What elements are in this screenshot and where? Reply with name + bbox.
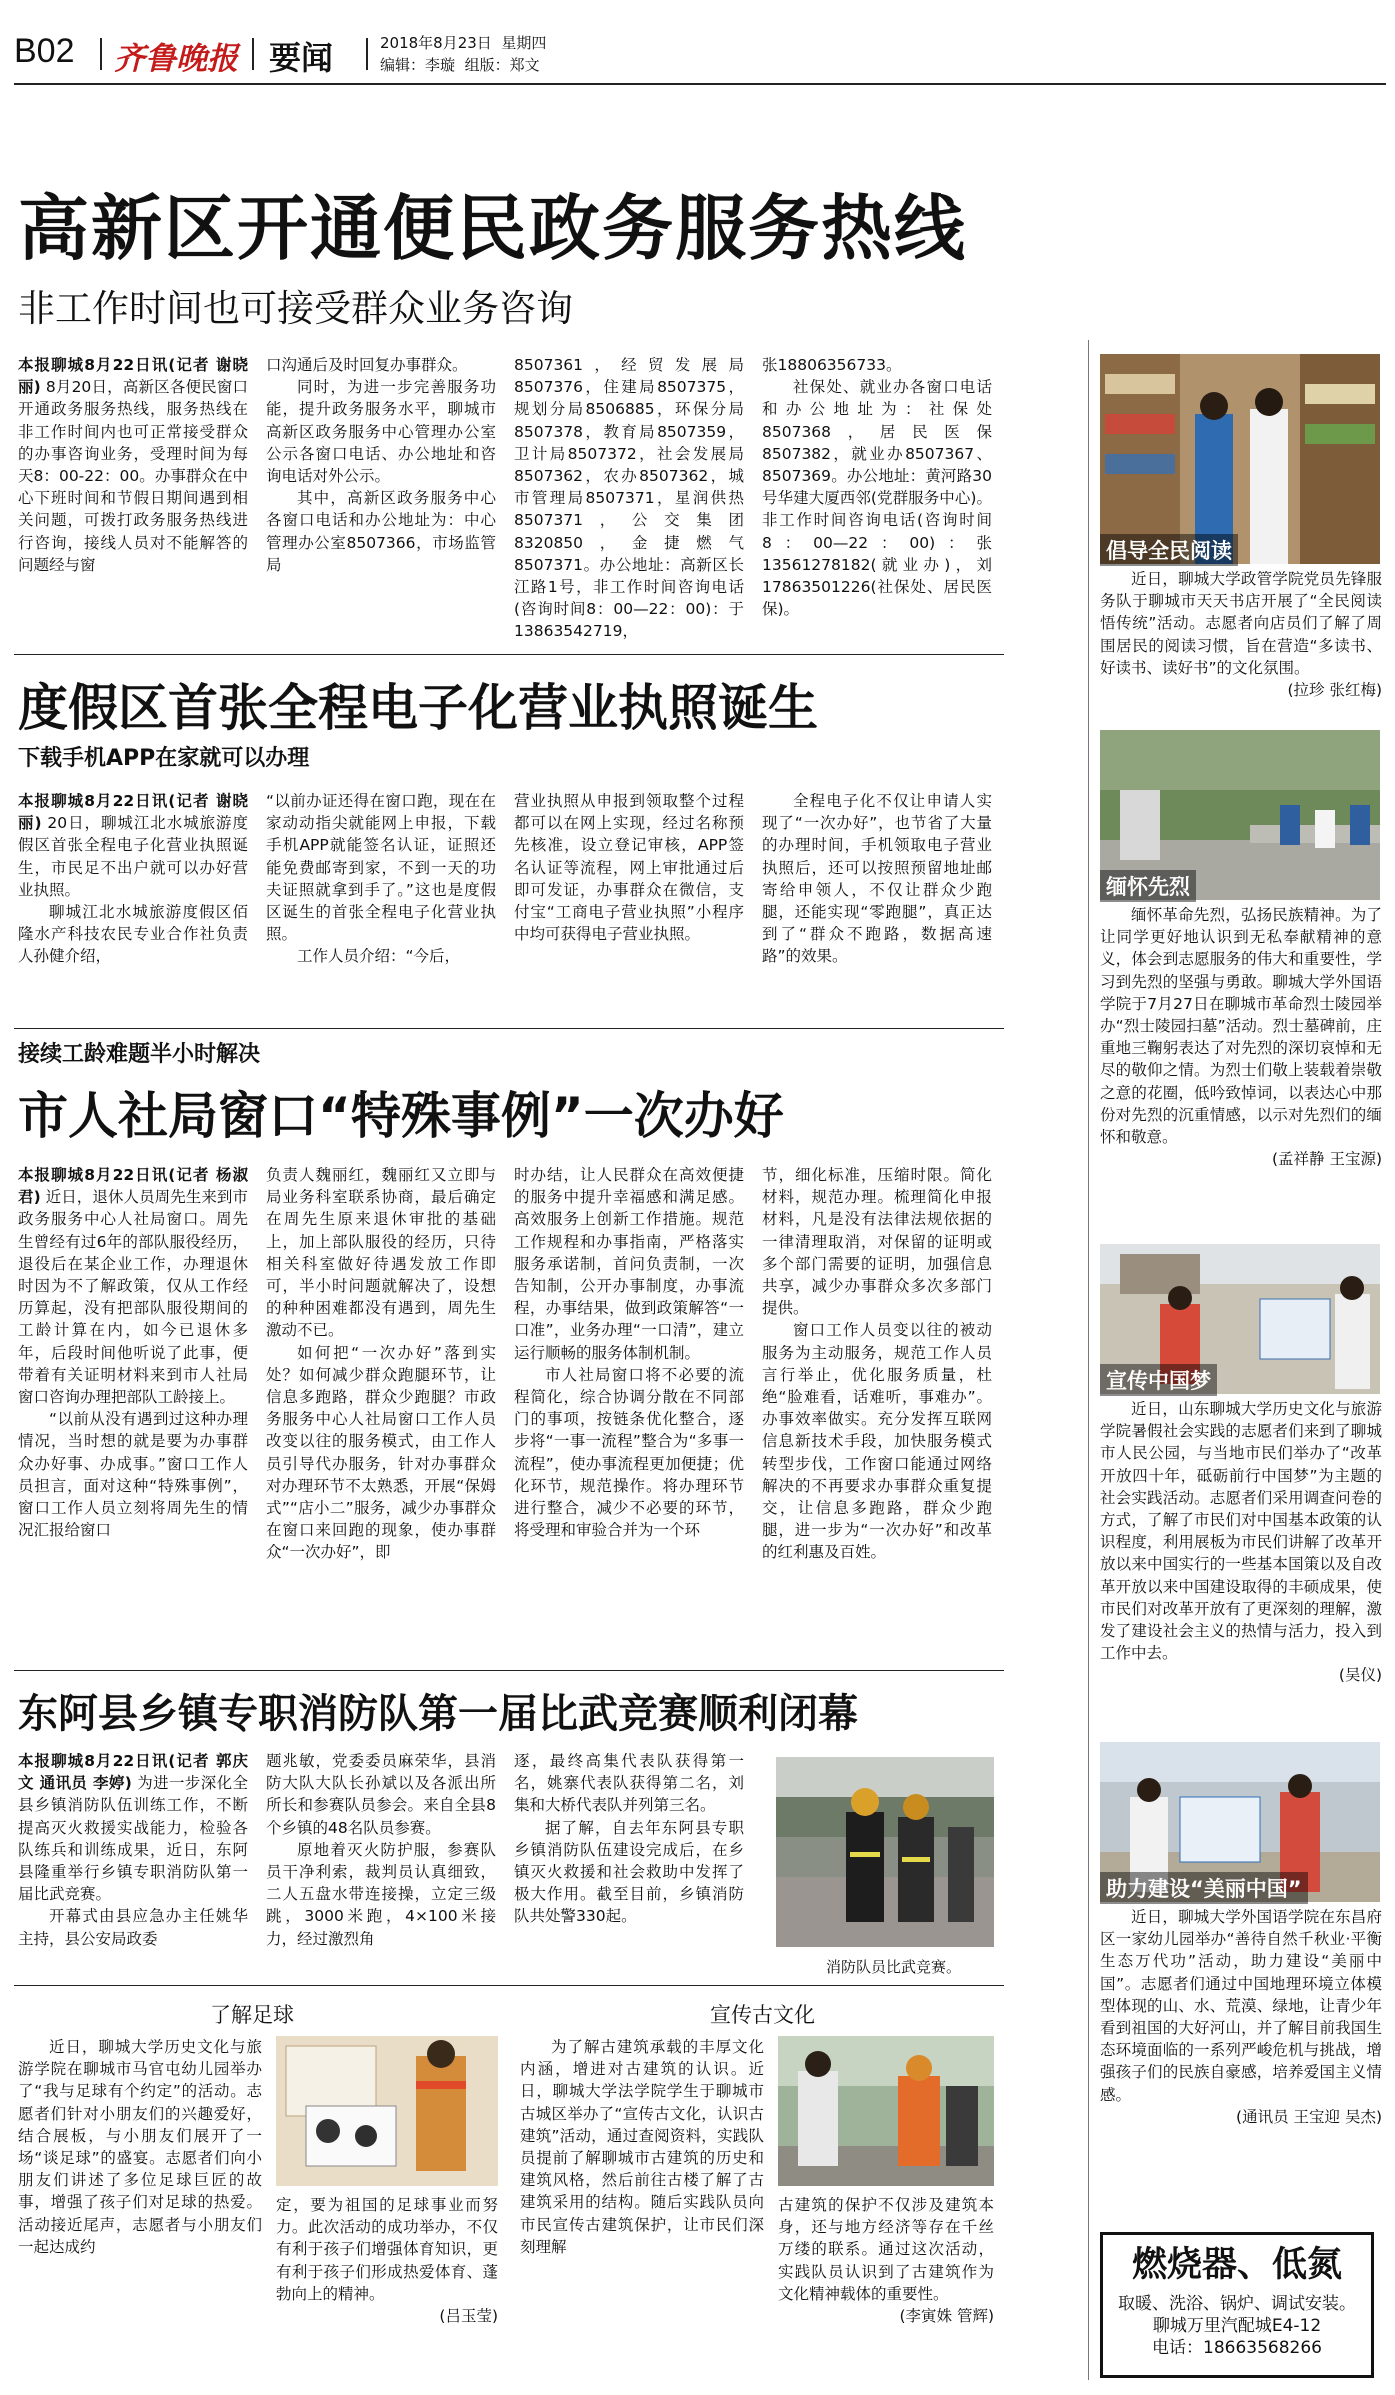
story1-headline: 高新区开通便民政务服务热线 <box>18 187 968 270</box>
section-name: 要闻 <box>269 39 334 77</box>
sidebar-text-beautiful-china: 近日，聊城大学外国语学院在东昌府区一家幼儿园举办“善待自然千秋业·平衡生态万代功”活动，助力建设“美丽中国”。志愿者们通过中国地理环境立体模型体现的山、水、荒漠、绿地，让青少年看到祖国的大好河山，并了解目前我国生态环境面临的一系列严峻危机与挑战，增强孩子们的民族自豪感，培养爱国主义情感。 (通讯员 王宝迎 吴杰) <box>1100 1906 1382 2128</box>
story6-byline: (李寅姝 管辉) <box>899 2307 994 2326</box>
sidebar-divider <box>1088 340 1089 2380</box>
story2-subhead: 下载手机APP在家就可以办理 <box>18 746 310 771</box>
sidebar-caption-chinese-dream: 宣传中国梦 <box>1100 1364 1217 1396</box>
page-number: B02 <box>14 32 75 70</box>
firefighter-photo <box>776 1757 994 1947</box>
sidebar-byline-martyrs: (孟祥静 王宝源) <box>1271 1150 1382 1169</box>
story1-column-2: 口沟通后及时回复办事群众。 同时，为进一步完善服务功能，提升政务服务水平，聊城市高新区政务服务中心管理办公室公示各窗口电话、办公地址和咨询电话对外公示。 其中，高新区政务服务中心各窗口电话和办公地址为：中心管理办公室8507366，市场监管局 <box>266 356 496 574</box>
story2-column-3: 营业执照从申报到领取整个过程都可以在网上实现，经过名称预先核准，设立登记审核，APP签名认证等流程，网上审批通过后即可发证，办事群众在微信，支付宝“工商电子营业执照”小程序中均可获得电子营业执照。 <box>514 792 744 944</box>
ad-address: 聊城万里汽配城E4-12 <box>1152 2316 1322 2336</box>
story3-kicker: 接续工龄难题半小时解决 <box>18 1042 261 1067</box>
story1-dateline: 本报聊城8月22日讯(记者 谢晓丽) <box>18 356 248 397</box>
story3-column-4: 节，细化标准，压缩时限。简化材料，规范办理。梳理简化申报材料，凡是没有法律法规依据的一律清理取消，对保留的证明或多个部门需要的证明，加强信息共享，减少办事群众多次多部门提供。 窗口工作人员变以往的被动服务为主动服务，规范工作人员言行举止，优化服务质量，杜绝“脸难看，话难听，事难办”。办事效率做实。充分发挥互联网信息新技术手段，加快服务模式转型步伐，工作窗口能通过网络解决的不再要求办事群众重复提交，让信息多跑路，群众少跑腿，进一步为“一次办好”和改革的红利惠及百姓。 <box>762 1166 992 1562</box>
sidebar-caption-beautiful-china: 助力建设“美丽中国” <box>1100 1872 1308 1904</box>
sidebar-text-reading: 近日，聊城大学政管学院党员先锋服务队于聊城市天天书店开展了“全民阅读悟传统”活动。志愿者向店员们了解了周围居民的阅读习惯，旨在营造“多读书、好读书、读好书”的文化氛围。 (拉珍 张红梅) <box>1100 568 1382 701</box>
story5-column-1: 近日，聊城大学历史文化与旅游学院在聊城市马官屯幼儿园举办了“我与足球有个约定”的活动。志愿者们针对小朋友们的兴趣爱好，结合展板，与小朋友们展开了一场“谈足球”的盛宴。志愿者们向小朋友们讲述了多位足球巨匠的故事，增强了孩子们对足球的热爱。活动接近尾声，志愿者与小朋友们一起达成约 <box>18 2038 262 2256</box>
advertisement-box <box>1100 2232 1374 2378</box>
story6-column-2: 古建筑的保护不仅涉及建筑本身，还与地方经济等存在千丝万缕的联系。通过这次活动，实践队员认识到了古建筑作为文化精神载体的重要性。 (李寅姝 管辉) <box>778 2194 994 2362</box>
sidebar-byline-beautiful-china: (通讯员 王宝迎 吴杰) <box>1236 2107 1382 2126</box>
story3-column-1: 本报聊城8月22日讯(记者 杨淑君) 近日，退休人员周先生来到市政务服务中心人社局窗口。周先生曾经有过6年的部队服役经历，退役后在某企业工作，办理退休时因为不了解政策，仅从工作经历算起，没有把部队服役期间的工龄计算在内，如今已退休多年，后段时间他听说了此事，便带着有关证明材料来到市人社局窗口咨询办理把部队工龄接上。 “以前从没有遇到过这种办理情况，当时想的就是要为办事群众办好事、办成事。”窗口工作人员担言，面对这种“特殊事例”，窗口工作人员立刻将周先生的情况汇报给窗口 <box>18 1166 248 1540</box>
firefighter-photo-caption: 消防队员比武竞赛。 <box>826 1958 962 1976</box>
story4-column-2: 题兆敏，党委委员麻荣华，县消防大队大队长孙斌以及各派出所所长和参赛队员参会。来自全县8个乡镇的48名队员参赛。 原地着灭火防护服，参赛队员干净利索，裁判员认真细致，二人五盘水带连接操，立定三级跳，3000米跑，4×100米接力，经过激烈角 <box>266 1752 496 1948</box>
masthead-divider <box>100 38 102 70</box>
story3-headline: 市人社局窗口“特殊事例”一次办好 <box>18 1087 784 1145</box>
story4-dateline: 本报聊城8月22日讯(记者 郭庆文 通讯员 李婷) <box>18 1752 248 1793</box>
section-divider <box>14 654 1004 655</box>
story1-column-1: 本报聊城8月22日讯(记者 谢晓丽) 8月20日，高新区各便民窗口开通政务服务热线，服务热线在非工作时间内也可正常接受群众的办事咨询业务，受理时间为每天8：00-22：00。办事群众在中心下班时间和节假日期间遇到相关问题，可拨打政务服务热线进行咨询，接线人员对不能解答的问题经与窗 <box>18 356 248 574</box>
story5-byline: (吕玉莹) <box>439 2307 498 2326</box>
masthead-divider <box>252 38 254 70</box>
sidebar-caption-reading: 倡导全民阅读 <box>1100 534 1238 566</box>
story4-column-1: 本报聊城8月22日讯(记者 郭庆文 通讯员 李婷) 为进一步深化全县乡镇消防队伍训练工作，不断提高灭火救援实战能力，检验各队练兵和训练成果，近日，东阿县隆重举行乡镇专职消防队第一届比武竞赛。 开幕式由县应急办主任姚华主持，县公安局政委 <box>18 1752 248 1948</box>
masthead-rule <box>14 83 1386 85</box>
story3-column-3: 时办结，让人民群众在高效便捷的服务中提升幸福感和满足感。高效服务上创新工作措施。规范工作规程和办事指南，严格落实服务承诺制，首问负责制，一次告知制，公开办事制度，办事流程，办事结果，做到政策解答“一口准”，业务办理“一口清”，建立运行顺畅的服务体制机制。 市人社局窗口将不必要的流程简化，综合协调分散在不同部门的事项，按链条优化整合，逐步将“一事一流程”整合为“多事一流程”，使办事流程更加便捷；优化环节，规范操作。将办理环节进行整合，减少不必要的环节，将受理和审验合并为一个环 <box>514 1166 744 1540</box>
ad-title: 燃烧器、低氮 <box>1131 2245 1342 2285</box>
paper-logo: 齐鲁晚报 <box>114 41 238 77</box>
section-divider <box>14 1670 1004 1671</box>
sidebar-byline-chinese-dream: (吴仪) <box>1338 1666 1382 1685</box>
sidebar-text-martyrs: 缅怀革命先烈，弘扬民族精神。为了让同学更好地认识到无私奉献精神的意义，体会到志愿服务的伟大和重要性，学习到先烈的坚强与勇敢。聊城大学外国语学院于7月27日在聊城市革命烈士陵园举办“烈士陵园扫墓”活动。烈士墓碑前，庄重地三鞠躬表达了对先烈的深切哀悼和无尽的敬仰之情。为烈士们敬上装载着崇敬之意的花圈，低吟致悼词，以表达心中那份对先烈的沉重情感，以示对先烈们的缅怀和敬意。 (孟祥静 王宝源) <box>1100 904 1382 1170</box>
story4-column-3: 逐，最终高集代表队获得第一名，姚寨代表队获得第二名，刘集和大桥代表队并列第三名。 据了解，自去年东阿县专职乡镇消防队伍建设完成后，在乡镇灭火救援和社会救助中发挥了极大作用。截至目前，乡镇消防队共处警330起。 <box>514 1752 744 1926</box>
story2-column-2: “以前办证还得在窗口跑，现在在家动动指尖就能网上申报，下载手机APP就能签名认证，证照还能免费邮寄到家，不到一天的功夫证照就拿到手了。”这也是度假区诞生的首张全程电子化营业执照。 工作人员介绍：“今后， <box>266 792 496 966</box>
story6-column-1: 为了解古建筑承载的丰厚文化内涵，增进对古建筑的认识。近日，聊城大学法学院学生于聊城市古城区举办了“宣传古文化，认识古建筑”活动，通过查阅资料，实践队员提前了解聊城市古建筑的历史和建筑风格，然后前往古楼了解了古建筑采用的结构。随后实践队员向市民宣传古建筑保护，让市民们深刻理解 <box>520 2038 764 2256</box>
issue-date: 2018年8月23日 星期四 <box>380 34 547 52</box>
sidebar-photo-reading <box>1100 354 1380 564</box>
story2-column-4: 全程电子化不仅让申请人实现了“一次办好”，也节省了大量的办理时间，手机领取电子营业执照后，还可以按照预留地址邮寄给申领人，不仅让群众少跑腿，还能实现“零跑腿”，真正达到了“群众不跑路，数据高速路”的效果。 <box>762 792 992 966</box>
sidebar-caption-martyrs: 缅怀先烈 <box>1100 870 1196 902</box>
story5-column-2: 定，要为祖国的足球事业而努力。此次活动的成功举办，不仅有利于孩子们增强体育知识，更有利于孩子们形成热爱体育、蓬勃向上的精神。 (吕玉莹) <box>276 2194 498 2362</box>
story1-column-3: 8507361，经贸发展局8507376，住建局8507375，规划分局8506885，环保分局8507378，教育局8507359，卫计局8507372，社会发展局8507362，农办8507362，城市管理局8507371，星润供热8507371，公交集团8320850，金捷燃气8507371。办公地址：高新区长江路1号，非工作时间咨询电话(咨询时间8：00—22：00)：于13863542719， <box>514 356 744 641</box>
story6-headline: 宣传古文化 <box>710 2003 815 2027</box>
story3-column-2: 负责人魏丽红，魏丽红又立即与局业务科室联系协商，最后确定在周先生原来退休审批的基础上，加上部队服役的经历，只待相关科室做好待遇发放工作即可，半小时问题就解决了，设想的种种困难都没有遇到，周先生激动不已。 如何把“一次办好”落到实处？如何减少群众跑腿环节，让信息多跑路，群众少跑腿？市政务服务中心人社局窗口工作人员改变以往的服务模式，由工作人员引导代办服务，针对办事群众对办理环节不太熟悉，开展“保姆式”“店小二”服务，减少办事群众在窗口来回跑的现象，使办事群众“一次办好”，即 <box>266 1166 496 1562</box>
section-divider <box>14 1985 1004 1986</box>
editor-credits: 编辑：李璇 组版：郑文 <box>380 56 540 74</box>
story2-dateline: 本报聊城8月22日讯(记者 谢晓丽) <box>18 792 248 833</box>
masthead <box>14 30 1394 80</box>
story1-subhead: 非工作时间也可接受群众业务咨询 <box>18 287 573 330</box>
ad-services: 取暖、洗浴、锅炉、调试安装。 <box>1118 2294 1356 2314</box>
sidebar-text-chinese-dream: 近日，山东聊城大学历史文化与旅游学院暑假社会实践的志愿者们来到了聊城市人民公园，与当地市民们举办了“改革开放四十年，砥砺前行中国梦”为主题的社会实践活动。志愿者们采用调查问卷的方式，了解了市民们对中国基本政策的认识程度，利用展板为市民们讲解了改革开放以来中国实行的一些基本国策以及自改革开放以来中国建设取得的丰硕成果，使市民们对改革开放有了更深刻的理解，激发了建设社会主义的热情与活力，投入到工作中去。 (吴仪) <box>1100 1398 1382 1687</box>
story5-headline: 了解足球 <box>210 2003 294 2027</box>
story2-headline: 度假区首张全程电子化营业执照诞生 <box>18 679 818 737</box>
masthead-divider <box>366 38 368 70</box>
story1-column-4: 张18806356733。 社保处、就业办各窗口电话和办公地址为：社保处8507368，居民医保8507382，就业办8507367、8507369。办公地址：黄河路30号华建大厦西邻(党群服务中心)。非工作时间咨询电话(咨询时间8：00—22：00)：张13561278182(就业办)，刘17863501226(社保处、居民医保)。 <box>762 356 992 619</box>
ad-phone: 电话：18663568266 <box>1152 2338 1322 2358</box>
ancient-architecture-photo <box>778 2036 994 2186</box>
football-activity-photo <box>276 2036 498 2186</box>
section-divider <box>14 1028 1004 1029</box>
story3-dateline: 本报聊城8月22日讯(记者 杨淑君) <box>18 1166 248 1207</box>
sidebar-byline-reading: (拉珍 张红梅) <box>1287 681 1382 700</box>
story4-headline: 东阿县乡镇专职消防队第一届比武竞赛顺利闭幕 <box>18 1691 858 1737</box>
story2-column-1: 本报聊城8月22日讯(记者 谢晓丽) 20日，聊城江北水城旅游度假区首张全程电子化营业执照诞生，市民足不出户就可以办好营业执照。 聊城江北水城旅游度假区佰隆水产科技农民专业合作社负责人孙健介绍， <box>18 792 248 966</box>
